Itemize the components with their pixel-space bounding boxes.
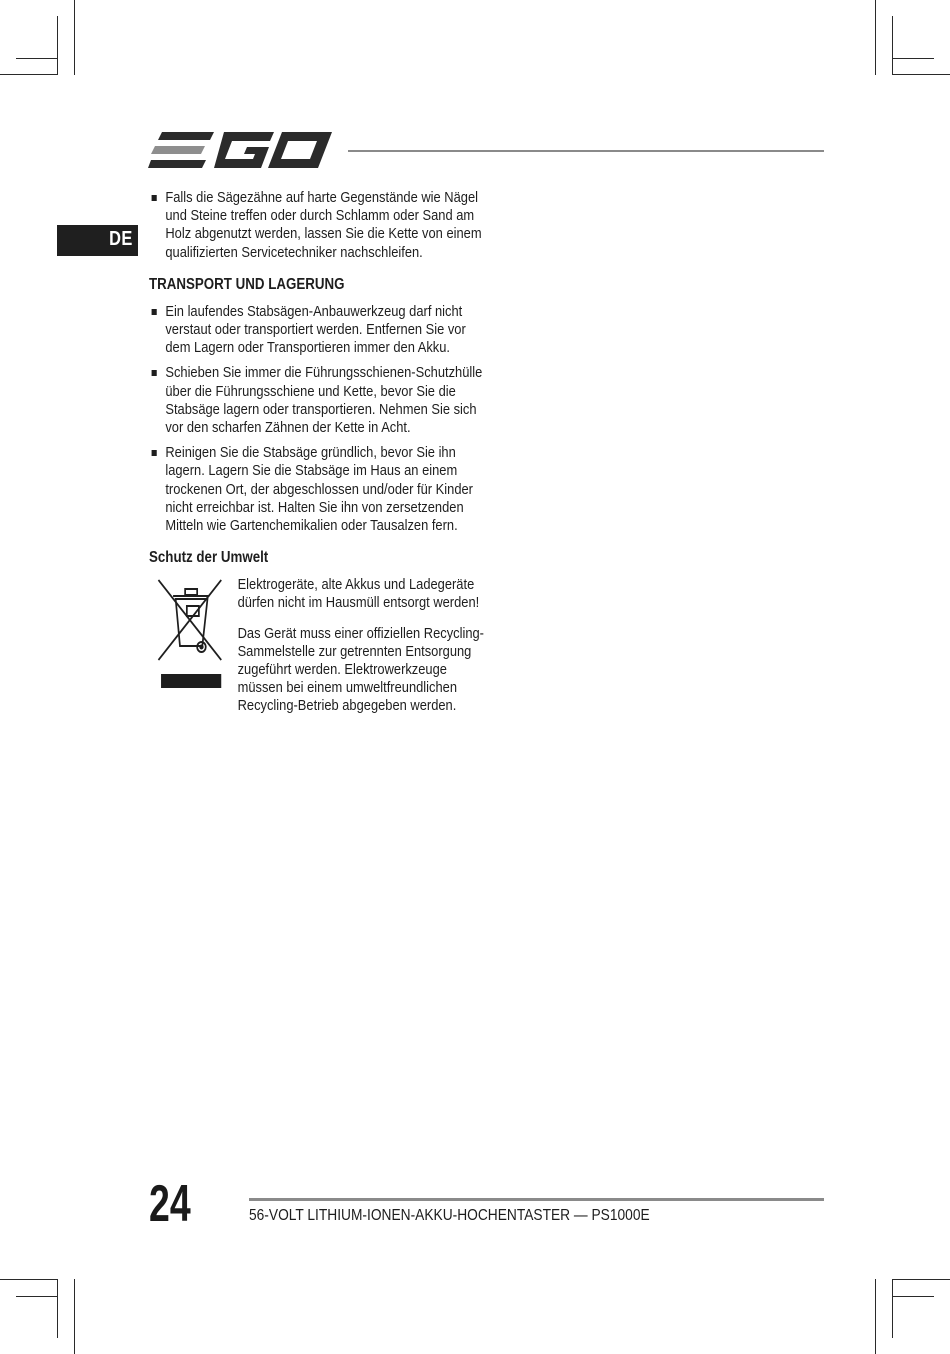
- environment-text: [238, 576, 489, 715]
- section-heading-transport: TRANSPORT UND LAGERUNG: [149, 275, 345, 293]
- crop-mark: [16, 1296, 58, 1297]
- language-tab: [57, 225, 138, 256]
- bullet-square-icon: [152, 450, 157, 456]
- paragraph: Elektrogeräte, alte Akkus und Ladegeräte dürfen nicht im Hausmüll entsorgt werden!: [237, 576, 480, 612]
- paragraph: Das Gerät muss einer offiziellen Recycling-Sammelstelle zur getrennten Entsorgung zugeführt werden. Elektrowerkzeuge müssen bei einem umweltfreundlichen Recycling-Betrieb abgegeben werden.: [237, 624, 484, 715]
- crop-mark: [892, 1279, 893, 1338]
- list-item: Reinigen Sie die Stabsäge gründlich, bevor Sie ihn lagern. Lagern Sie die Stabsäge im Haus an einem trockenen Ort, der abgeschlossen und/oder für Kinder nicht erreichbar ist. Halten Sie ihn von zersetzenden Mitteln wie Gartenchemikalien oder Tausalzen fern.: [149, 444, 489, 535]
- footer-rule: [249, 1198, 824, 1201]
- footer-title: 56-VOLT LITHIUM-IONEN-AKKU-HOCHENTASTER — PS1000E: [249, 1207, 650, 1224]
- ego-logo: [148, 128, 332, 174]
- list-item: Falls die Sägezähne auf harte Gegenstände wie Nägel und Steine treffen oder durch Schlamm oder Sand am Holz abgenutzt werden, lassen Sie die Kette von einem qualifizierten Servicetechniker nachschleifen.: [149, 189, 489, 262]
- crop-mark: [0, 74, 58, 75]
- language-code: DE: [109, 228, 133, 250]
- intro-list: [149, 189, 489, 262]
- section-heading-environment: Schutz der Umwelt: [149, 549, 269, 567]
- crop-mark: [74, 0, 75, 75]
- transport-list: [149, 303, 489, 535]
- list-item: Schieben Sie immer die Führungsschienen-Schutzhülle über die Führungsschiene und Kette, bevor Sie die Stabsäge lagern oder transportieren. Nehmen Sie sich vor den scharfen Zähnen der Kette in Acht.: [149, 364, 489, 437]
- crop-mark: [875, 1279, 876, 1354]
- header-rule: [348, 150, 824, 152]
- bullet-square-icon: [152, 309, 157, 315]
- crop-mark: [875, 0, 876, 75]
- crop-mark: [74, 1279, 75, 1354]
- crop-mark: [16, 58, 58, 59]
- crop-mark: [0, 1279, 58, 1280]
- list-item: Ein laufendes Stabsägen-Anbauwerkzeug darf nicht verstaut oder transportiert werden. Entfernen Sie vor dem Lagern oder Transportieren immer den Akku.: [149, 303, 489, 358]
- crop-mark: [892, 1279, 950, 1280]
- crop-mark: [57, 16, 58, 75]
- crop-mark: [892, 16, 893, 75]
- environment-block: [149, 576, 489, 715]
- content-column: [149, 189, 489, 728]
- bullet-square-icon: [152, 370, 157, 376]
- page-number: 24: [149, 1175, 191, 1233]
- crop-mark: [892, 58, 934, 59]
- crop-mark: [57, 1279, 58, 1338]
- crop-mark: [892, 1296, 934, 1297]
- bullet-square-icon: [152, 195, 157, 201]
- weee-crossed-bin-icon: [149, 578, 230, 690]
- crop-mark: [892, 74, 950, 75]
